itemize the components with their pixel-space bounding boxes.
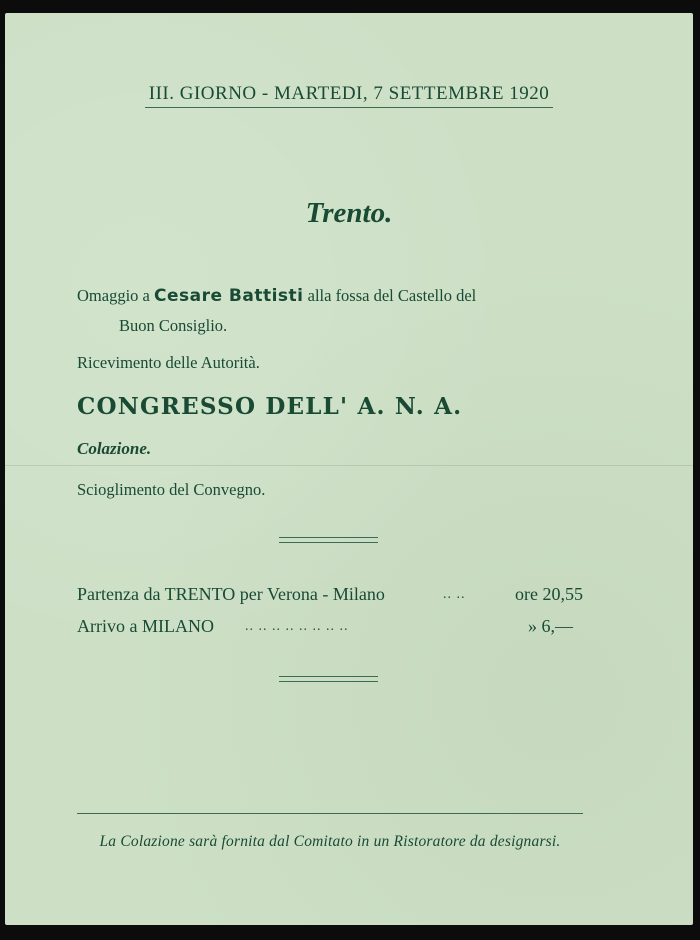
- ornamental-rule-bottom: [279, 676, 378, 682]
- arrival-label: Arrivo a MILANO: [77, 616, 214, 636]
- homage-name: Cesare Battisti: [153, 286, 304, 306]
- departure-time: ore 20,55: [515, 584, 583, 604]
- homage-prefix: Omaggio a: [77, 286, 150, 305]
- departure-label: Partenza da TRENTO per Verona - Milano: [77, 584, 385, 604]
- ornamental-rule-top: [279, 537, 378, 543]
- footnote: La Colazione sarà fornita dal Comitato in un Ristoratore da designarsi.: [99, 833, 561, 850]
- arrival-leader: .. .. .. .. .. .. .. ..: [245, 619, 349, 634]
- city-title: Trento.: [305, 197, 393, 229]
- program-page: [5, 13, 693, 925]
- footnote-divider: [77, 813, 583, 814]
- page-fold: [5, 465, 693, 466]
- congress-heading: CONGRESSO DELL' A. N. A.: [77, 393, 463, 420]
- homage-rest: alla fossa del Castello del: [307, 286, 477, 305]
- day-header: [5, 83, 693, 108]
- arrival-time: » 6,—: [528, 616, 573, 636]
- day-header-text: III. GIORNO - MARTEDI, 7 SETTEMBRE 1920: [145, 83, 553, 108]
- homage-item: [77, 281, 583, 340]
- closing-item: Scioglimento del Convegno.: [77, 480, 266, 499]
- lunch-item: Colazione.: [77, 439, 152, 458]
- reception-item: Ricevimento delle Autorità.: [77, 353, 260, 372]
- departure-leader: .. ..: [443, 587, 466, 602]
- homage-continuation: Buon Consiglio.: [119, 316, 228, 335]
